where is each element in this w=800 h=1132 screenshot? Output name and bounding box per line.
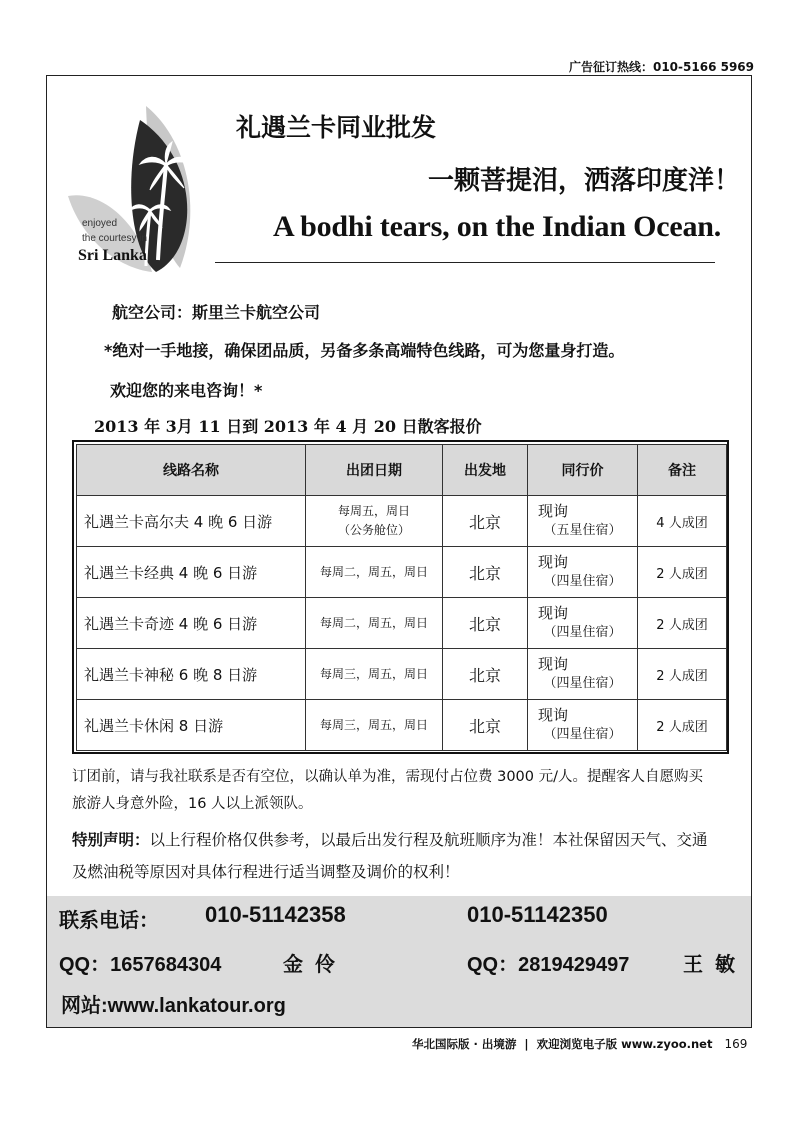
departure-city: 北京 xyxy=(443,547,528,598)
group-note: 2 人成团 xyxy=(638,700,727,751)
departure-city: 北京 xyxy=(443,598,528,649)
header-dates: 出团日期 xyxy=(306,445,443,496)
logo-line1: enjoyed xyxy=(82,218,118,229)
slogan-chinese: 一颗菩提泪，洒落印度洋！ xyxy=(428,166,741,196)
price-note: （五星住宿） xyxy=(543,523,622,538)
price-note: （四星住宿） xyxy=(543,574,622,589)
departure-city: 北京 xyxy=(443,700,528,751)
price-value: 现询 xyxy=(538,604,569,622)
price-note: （四星住宿） xyxy=(543,727,622,742)
price-note: （四星住宿） xyxy=(543,625,622,640)
header-note: 备注 xyxy=(638,445,727,496)
departure-dates: 每周三，周五，周日 xyxy=(306,700,443,751)
trade-price xyxy=(528,547,638,598)
airline-info: 航空公司：斯里兰卡航空公司 xyxy=(112,303,321,322)
welcome-line: 欢迎您的来电咨询！* xyxy=(110,381,263,400)
dates-line: 每周五，周日 xyxy=(337,504,410,518)
trade-price xyxy=(528,496,638,547)
route-name: 礼遇兰卡奇迹 4 晚 6 日游 xyxy=(77,598,306,649)
ad-hotline: 广告征订热线：010-5166 5969 xyxy=(568,60,754,74)
price-value: 现询 xyxy=(538,553,569,571)
header-departure: 出发地 xyxy=(443,445,528,496)
booking-notice: 订团前，请与我社联系是否有空位，以确认单为准，需现付占位费 3000 元/人。提醒客人自愿购买旅游人身意外险，16 人以上派领队。 xyxy=(72,769,704,812)
page-number: 169 xyxy=(724,1037,748,1051)
table-row xyxy=(77,598,727,649)
contact-phone-2[interactable]: 010-51142350 xyxy=(467,902,608,927)
route-name: 礼遇兰卡高尔夫 4 晚 6 日游 xyxy=(77,496,306,547)
trade-price xyxy=(528,598,638,649)
contact-phone-1[interactable]: 010-51142358 xyxy=(205,902,346,927)
price-period: 2013 年 3月 11 日到 2013 年 4 月 20 日散客报价 xyxy=(94,417,482,436)
departure-dates: 每周二，周五，周日 xyxy=(306,598,443,649)
slogan-english: A bodhi tears, on the Indian Ocean. xyxy=(273,210,722,243)
contact-qq-1: QQ：1657684304 xyxy=(59,954,222,976)
contact-name-1: 金伶 xyxy=(283,952,347,976)
footer-url[interactable]: www.zyoo.net xyxy=(621,1037,713,1051)
departure-city: 北京 xyxy=(443,496,528,547)
dates-subline: （公务舱位） xyxy=(337,523,410,537)
price-value: 现询 xyxy=(538,655,569,673)
header-route: 线路名称 xyxy=(77,445,306,496)
contact-phone-label: 联系电话： xyxy=(59,908,159,932)
page-footer xyxy=(412,1036,747,1052)
contact-name-2: 王敏 xyxy=(683,952,747,976)
group-note: 2 人成团 xyxy=(638,598,727,649)
table-row xyxy=(77,649,727,700)
price-table-frame xyxy=(72,440,729,754)
contact-panel xyxy=(47,896,751,1027)
footer-separator: | xyxy=(524,1037,529,1051)
logo-line2: the courtesy in xyxy=(82,233,148,244)
price-value: 现询 xyxy=(538,502,569,520)
special-statement xyxy=(72,824,712,888)
price-table xyxy=(76,444,727,751)
route-name: 礼遇兰卡休闲 8 日游 xyxy=(77,700,306,751)
sri-lanka-logo xyxy=(60,100,220,280)
logo-brand: Sri Lanka xyxy=(78,247,147,264)
trade-price xyxy=(528,700,638,751)
group-note: 2 人成团 xyxy=(638,649,727,700)
price-note: （四星住宿） xyxy=(543,676,622,691)
departure-dates xyxy=(306,496,443,547)
table-row xyxy=(77,496,727,547)
group-note: 2 人成团 xyxy=(638,547,727,598)
table-header-row xyxy=(77,445,727,496)
departure-dates: 每周二，周五，周日 xyxy=(306,547,443,598)
special-statement-text: 以上行程价格仅供参考，以最后出发行程及航班顺序为准！本社保留因天气、交通及燃油税等原因对具体行程进行适当调整及调价的权利！ xyxy=(72,831,708,881)
service-promise: *绝对一手地接，确保团品质，另备多条高端特色线路，可为您量身打造。 xyxy=(104,341,625,360)
header-divider xyxy=(215,262,715,263)
trade-price xyxy=(528,649,638,700)
departure-dates: 每周三，周五，周日 xyxy=(306,649,443,700)
ad-title: 礼遇兰卡同业批发 xyxy=(236,113,437,142)
departure-city: 北京 xyxy=(443,649,528,700)
table-row xyxy=(77,547,727,598)
footer-publication: 华北国际版 · 出境游 xyxy=(412,1037,517,1051)
table-row xyxy=(77,700,727,751)
route-name: 礼遇兰卡经典 4 晚 6 日游 xyxy=(77,547,306,598)
header-price: 同行价 xyxy=(528,445,638,496)
special-statement-label: 特别声明： xyxy=(72,831,150,849)
group-note: 4 人成团 xyxy=(638,496,727,547)
price-value: 现询 xyxy=(538,706,569,724)
footer-browse: 欢迎浏览电子版 xyxy=(536,1037,618,1051)
route-name: 礼遇兰卡神秘 6 晚 8 日游 xyxy=(77,649,306,700)
contact-qq-2: QQ：2819429497 xyxy=(467,954,630,976)
website-link[interactable]: 网站:www.lankatour.org xyxy=(61,995,286,1017)
